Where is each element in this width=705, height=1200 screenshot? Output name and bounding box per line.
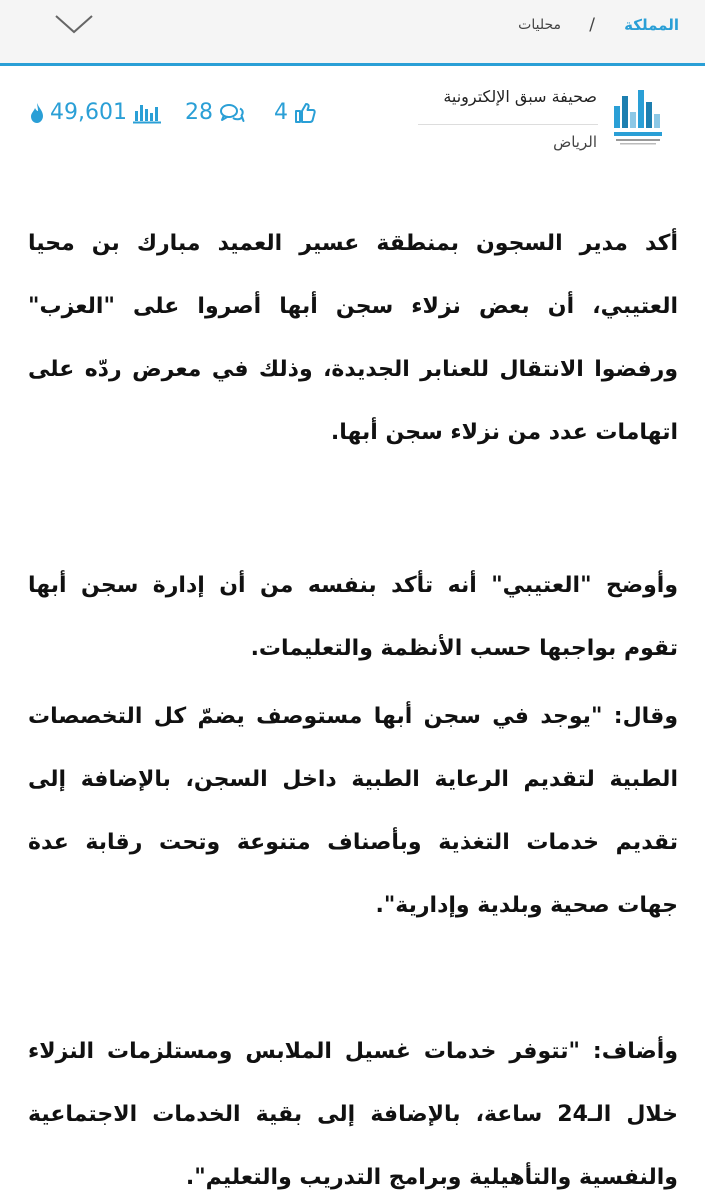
thumbs-up-icon	[294, 102, 316, 124]
article-paragraph: وأضاف: "تتوفر خدمات غسيل الملابس ومستلزمات النزلاء خلال الـ24 ساعة، بالإضافة إلى بقية الخدمات الاجتماعية والنفسية والتأهيلية وبرامج التدريب والتعليم".	[28, 1039, 678, 1190]
breadcrumb-primary-link[interactable]: المملكة	[624, 16, 679, 34]
flame-icon	[30, 102, 44, 124]
views-count: 49,601	[50, 100, 127, 125]
breadcrumb	[0, 0, 705, 66]
comments-stat[interactable]	[185, 100, 245, 125]
source-divider	[418, 124, 598, 125]
article-paragraph: وقال: "يوجد في سجن أبها مستوصف يضمّ كل التخصصات الطبية لتقديم الرعاية الطبية داخل السجن، بالإضافة إلى تقديم خدمات التغذية وبأصناف متنوعة وتحت رقابة عدة جهات صحية وبلدية وإدارية".	[28, 704, 678, 918]
comments-icon	[219, 102, 245, 124]
source-name[interactable]: صحيفة سبق الإلكترونية	[443, 87, 597, 106]
source-city: الرياض	[553, 133, 597, 151]
chevron-down-icon[interactable]	[52, 12, 96, 38]
breadcrumb-secondary-link[interactable]: محليات	[518, 17, 561, 33]
views-stat	[30, 100, 161, 125]
likes-stat[interactable]	[274, 100, 316, 125]
likes-count: 4	[274, 100, 288, 125]
article-paragraph: أكد مدير السجون بمنطقة عسير العميد مبارك بن محيا العتيبي، أن بعض نزلاء سجن أبها أصروا على "العزب" ورفضوا الانتقال للعنابر الجديدة، وذلك في معرض ردّه على اتهامات عدد من نزلاء سجن أبها.	[28, 231, 678, 445]
breadcrumb-separator: /	[589, 15, 595, 35]
comments-count: 28	[185, 100, 213, 125]
bar-chart-icon	[133, 102, 161, 124]
sabq-logo-icon	[612, 84, 668, 148]
article-paragraph: وأوضح "العتيبي" أنه تأكد بنفسه من أن إدارة سجن أبها تقوم بواجبها حسب الأنظمة والتعليمات.	[28, 573, 678, 661]
